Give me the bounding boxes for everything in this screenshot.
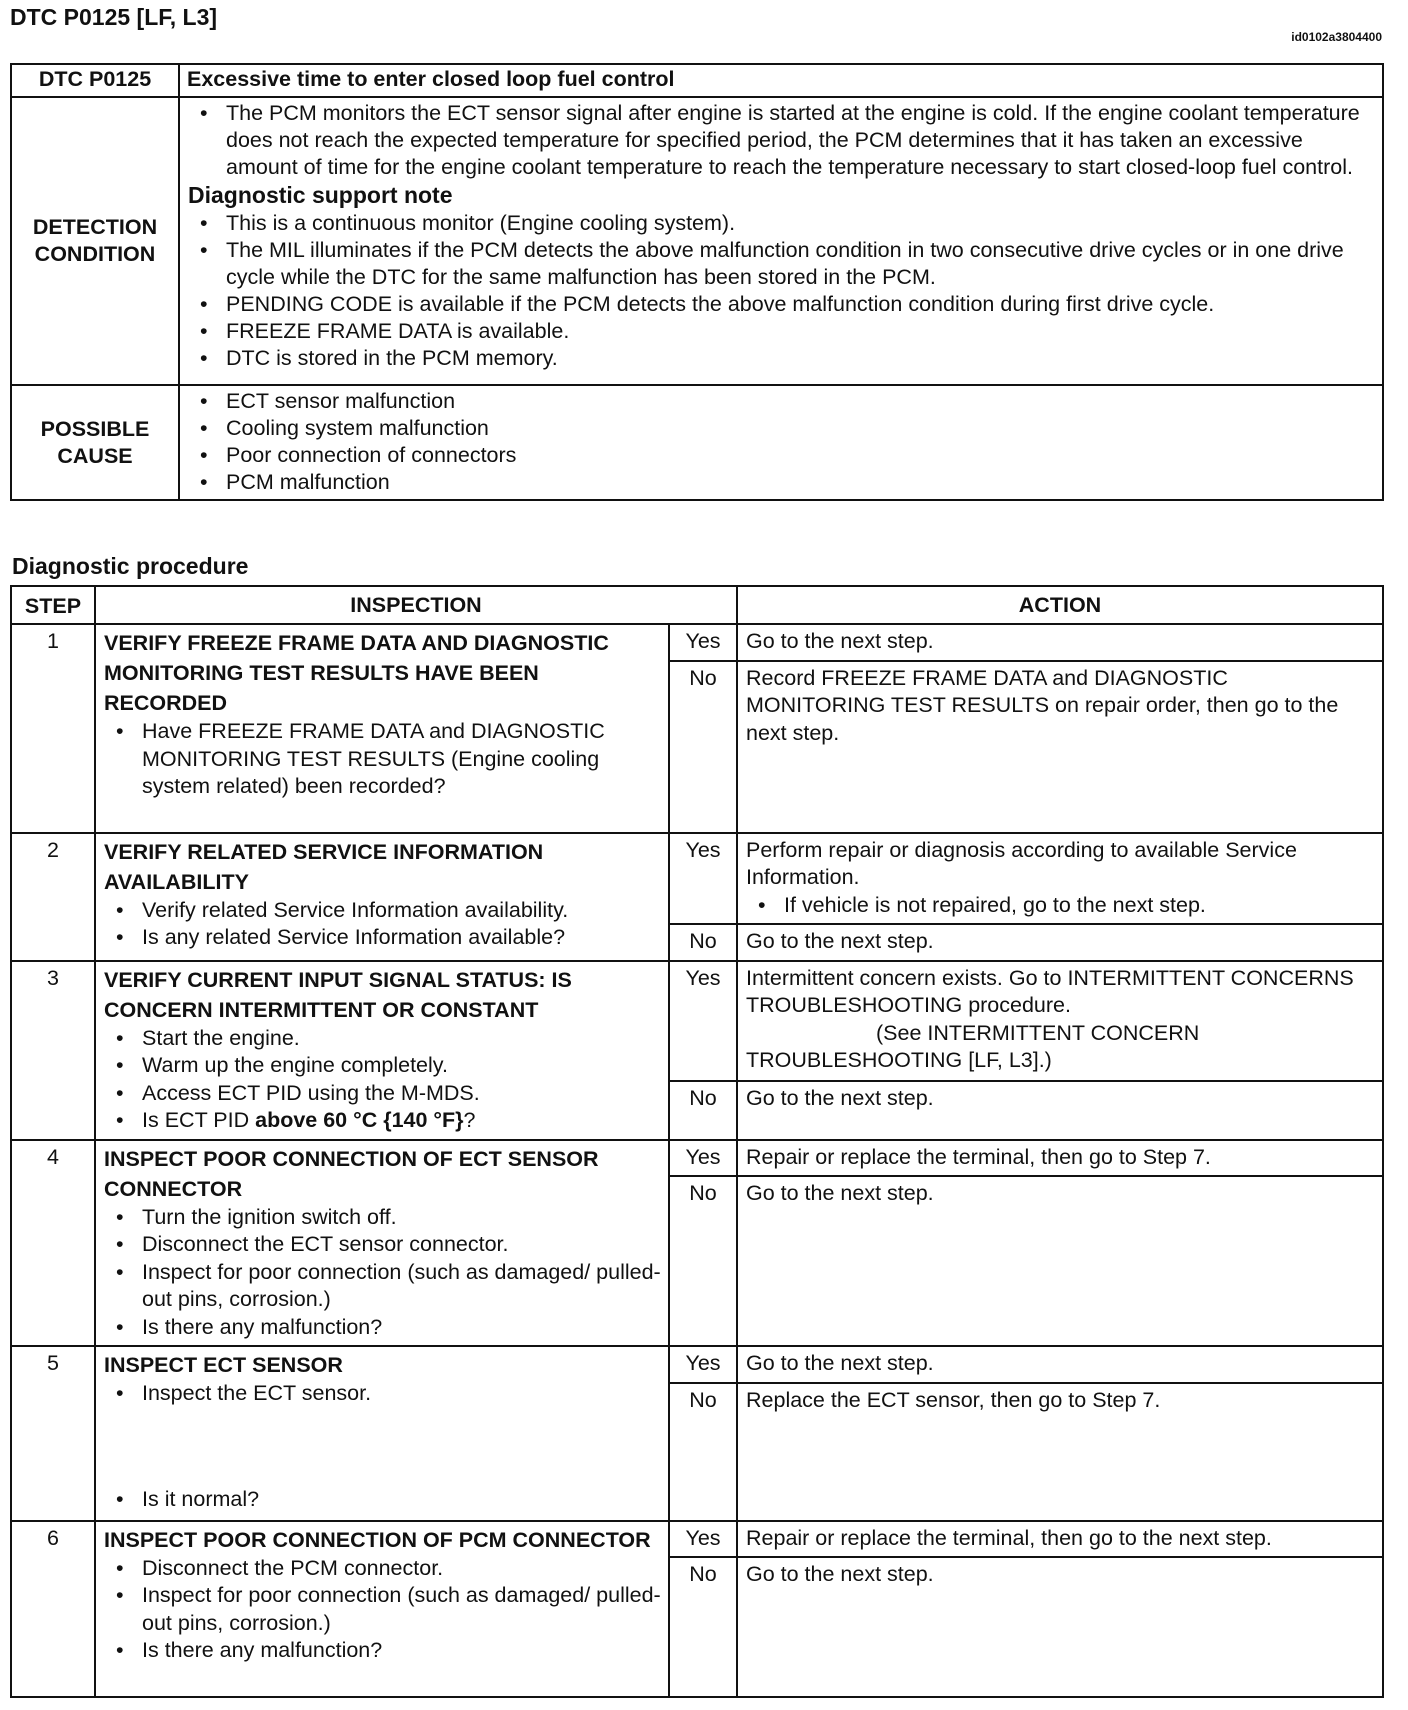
step-title: VERIFY FREEZE FRAME DATA AND DIAGNOSTIC MONITORING TEST RESULTS HAVE BEEN RECORDED bbox=[104, 631, 609, 715]
cause-list bbox=[188, 388, 1372, 496]
yes-action: Repair or replace the terminal, then go to Step 7. bbox=[737, 1140, 1383, 1177]
list-item: • Access ECT PID using the M-MDS. bbox=[104, 1080, 662, 1108]
possible-cause-label: POSSIBLE CAUSE bbox=[11, 385, 179, 500]
procedure-header-row bbox=[11, 586, 1383, 624]
procedure-table bbox=[10, 585, 1384, 1698]
list-item: • Inspect for poor connection (such as damaged/ pulled-out pins, corrosion.) bbox=[104, 1582, 662, 1637]
yes-action: Repair or replace the terminal, then go to the next step. bbox=[737, 1521, 1383, 1558]
step-number: 3 bbox=[11, 961, 95, 1140]
yes-action: Perform repair or diagnosis according to available Service Information. • If vehicle is not repaired, go to the next step. bbox=[737, 833, 1383, 925]
step-row bbox=[11, 833, 1383, 925]
step-title: INSPECT ECT SENSOR bbox=[104, 1353, 343, 1377]
list-item: • PENDING CODE is available if the PCM detects the above malfunction condition during first drive cycle. bbox=[188, 291, 1372, 318]
list-item: • Is there any malfunction? bbox=[104, 1314, 662, 1342]
list-item: • Warm up the engine completely. bbox=[104, 1052, 662, 1080]
yes-label: Yes bbox=[669, 1521, 737, 1558]
list-item: • DTC is stored in the PCM memory. bbox=[188, 345, 1372, 372]
list-item: • Disconnect the PCM connector. bbox=[104, 1555, 662, 1583]
list-item: • Poor connection of connectors bbox=[188, 442, 1372, 469]
step-number: 2 bbox=[11, 833, 95, 961]
inspection-cell bbox=[95, 624, 669, 833]
no-action: Record FREEZE FRAME DATA and DIAGNOSTIC MONITORING TEST RESULTS on repair order, then go to the next step. bbox=[737, 661, 1383, 833]
dtc-code: DTC P0125 bbox=[11, 64, 179, 97]
inspection-cell bbox=[95, 833, 669, 961]
step-number: 5 bbox=[11, 1346, 95, 1521]
list-item: • Have FREEZE FRAME DATA and DIAGNOSTIC MONITORING TEST RESULTS (Engine cooling system related) been recorded? bbox=[104, 718, 662, 801]
step-row bbox=[11, 961, 1383, 1081]
list-item: • Is it normal? bbox=[104, 1486, 259, 1514]
no-label: No bbox=[669, 924, 737, 961]
detection-condition-body bbox=[179, 97, 1383, 385]
detection-condition-row bbox=[11, 97, 1383, 385]
no-action: Go to the next step. bbox=[737, 1081, 1383, 1140]
yes-label: Yes bbox=[669, 1140, 737, 1177]
step-title: INSPECT POOR CONNECTION OF PCM CONNECTOR bbox=[104, 1527, 651, 1552]
inspection-cell bbox=[95, 1521, 669, 1698]
support-note-list bbox=[188, 210, 1372, 372]
step-title: INSPECT POOR CONNECTION OF ECT SENSOR CONNECTOR bbox=[104, 1146, 599, 1201]
yes-action: Go to the next step. bbox=[737, 624, 1383, 661]
list-item: • Start the engine. bbox=[104, 1025, 662, 1053]
inspection-cell bbox=[95, 1346, 669, 1521]
no-action: Go to the next step. bbox=[737, 1557, 1383, 1697]
no-label: No bbox=[669, 1081, 737, 1140]
list-item: • FREEZE FRAME DATA is available. bbox=[188, 318, 1372, 345]
see-reference: (See INTERMITTENT CONCERN bbox=[876, 1020, 1200, 1045]
dtc-summary-table bbox=[10, 63, 1384, 501]
step-row bbox=[11, 1346, 1383, 1383]
list-item: • Is there any malfunction? bbox=[104, 1637, 662, 1665]
list-item: • This is a continuous monitor (Engine cooling system). bbox=[188, 210, 1372, 237]
possible-cause-row bbox=[11, 385, 1383, 500]
list-item: • If vehicle is not repaired, go to the next step. bbox=[746, 892, 1372, 920]
inspection-cell bbox=[95, 1140, 669, 1347]
step-title: VERIFY CURRENT INPUT SIGNAL STATUS: IS CONCERN INTERMITTENT OR CONSTANT bbox=[104, 967, 572, 1022]
yes-label: Yes bbox=[669, 624, 737, 661]
yes-label: Yes bbox=[669, 833, 737, 925]
dtc-description: Excessive time to enter closed loop fuel control bbox=[179, 64, 1383, 97]
step-number: 6 bbox=[11, 1521, 95, 1698]
list-item: • The PCM monitors the ECT sensor signal after engine is started at the engine is cold. If the engine coolant temperature does not reach the expected temperature for specified period, the PCM determines that it has taken an excessive amount of time for the engine coolant temperature to reach the temperature necessary to start closed-loop fuel control. bbox=[188, 100, 1372, 181]
step-number: 4 bbox=[11, 1140, 95, 1347]
step-row bbox=[11, 624, 1383, 661]
inspection-header: INSPECTION bbox=[95, 586, 737, 624]
inspection-cell bbox=[95, 961, 669, 1140]
no-action: Go to the next step. bbox=[737, 1176, 1383, 1346]
yes-label: Yes bbox=[669, 961, 737, 1081]
no-action: Replace the ECT sensor, then go to Step 7. bbox=[737, 1383, 1383, 1521]
detection-main-list bbox=[188, 100, 1372, 181]
list-item: • Turn the ignition switch off. bbox=[104, 1204, 662, 1232]
list-item: • Inspect the ECT sensor. bbox=[104, 1380, 662, 1408]
step-row bbox=[11, 1140, 1383, 1177]
support-note-heading: Diagnostic support note bbox=[188, 182, 453, 208]
step-row bbox=[11, 1521, 1383, 1558]
no-label: No bbox=[669, 1383, 737, 1521]
dtc-header-row bbox=[11, 64, 1383, 97]
possible-cause-body bbox=[179, 385, 1383, 500]
no-label: No bbox=[669, 661, 737, 833]
list-item: • Is any related Service Information available? bbox=[104, 924, 662, 952]
yes-label: Yes bbox=[669, 1346, 737, 1383]
page-title: DTC P0125 [LF, L3] bbox=[10, 4, 218, 30]
list-item: • The MIL illuminates if the PCM detects the above malfunction condition in two consecutive drive cycles or in one drive cycle while the DTC for the same malfunction has been stored in the PCM. bbox=[188, 237, 1372, 291]
list-item: • Verify related Service Information availability. bbox=[104, 897, 662, 925]
yes-action: Intermittent concern exists. Go to INTERMITTENT CONCERNS TROUBLESHOOTING procedure. (See INTERMITTENT CONCERN TROUBLESHOOTING [LF, L3].) bbox=[737, 961, 1383, 1081]
list-item: • ECT sensor malfunction bbox=[188, 388, 1372, 415]
list-item: • Disconnect the ECT sensor connector. bbox=[104, 1231, 662, 1259]
step-header: STEP bbox=[11, 586, 95, 624]
no-label: No bbox=[669, 1176, 737, 1346]
list-item: • PCM malfunction bbox=[188, 469, 1372, 496]
list-item: • Is ECT PID above 60 °C {140 °F}? bbox=[104, 1107, 662, 1135]
list-item: • Cooling system malfunction bbox=[188, 415, 1372, 442]
yes-action: Go to the next step. bbox=[737, 1346, 1383, 1383]
step-title: VERIFY RELATED SERVICE INFORMATION AVAILABILITY bbox=[104, 839, 544, 894]
step-number: 1 bbox=[11, 624, 95, 833]
no-label: No bbox=[669, 1557, 737, 1697]
action-header: ACTION bbox=[737, 586, 1383, 624]
detection-condition-label: DETECTION CONDITION bbox=[11, 97, 179, 385]
procedure-title: Diagnostic procedure bbox=[12, 553, 249, 579]
no-action: Go to the next step. bbox=[737, 924, 1383, 961]
document-id: id0102a3804400 bbox=[1291, 30, 1382, 44]
list-item: • Inspect for poor connection (such as damaged/ pulled-out pins, corrosion.) bbox=[104, 1259, 662, 1314]
